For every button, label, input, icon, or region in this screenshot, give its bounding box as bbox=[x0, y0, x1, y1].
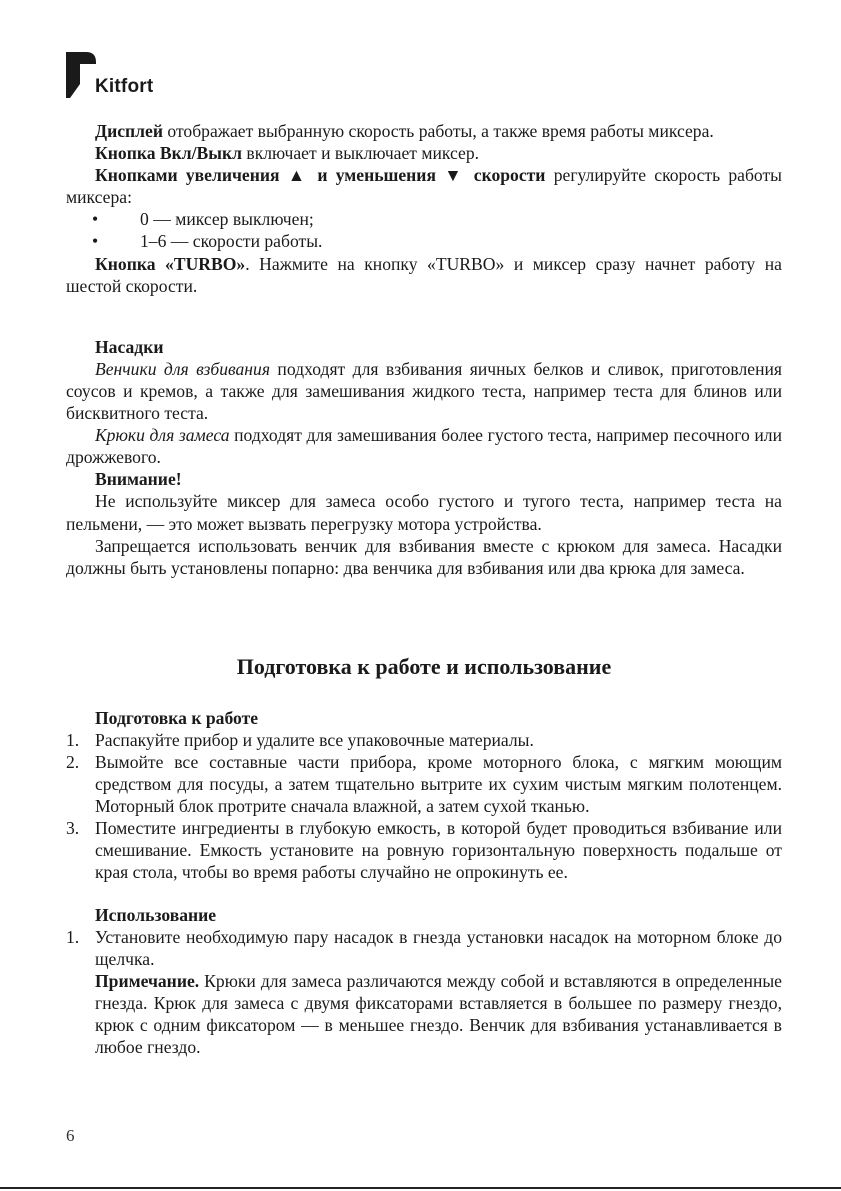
attachments-heading: Насадки bbox=[95, 336, 164, 357]
turbo-term: Кнопка «TURBO» bbox=[95, 253, 246, 274]
preparation-steps bbox=[66, 729, 782, 884]
step-number: 3. bbox=[66, 818, 80, 839]
section-title: Подготовка к работе и использование bbox=[236, 653, 612, 679]
list-item bbox=[66, 970, 782, 1058]
warning-paragraph-1: Не используйте миксер для замеса особо густого и тугого теста, например теста на пельмени, — это может вызвать перегрузку мотора устройства. bbox=[66, 491, 782, 534]
list-item bbox=[66, 729, 782, 751]
preparation-heading: Подготовка к работе bbox=[95, 707, 259, 728]
power-button-term: Кнопка Вкл/Выкл bbox=[95, 143, 243, 164]
whisks-text: подходят для взбивания яичных белков и сливок, приготовления соусов и кремов, а также для замешивания жидкого теста, например теста для блинов или бисквитного теста. bbox=[66, 358, 782, 424]
brand-name: Kitfort bbox=[95, 76, 154, 97]
step-text: Вымойте все составные части прибора, кроме моторного блока, с мягким моющим средством для посуды, а затем тщательно вытрите их сухим чистым мягким полотенцем. Моторный блок протрите сначала влажной, а затем сухой тканью. bbox=[95, 751, 782, 817]
list-item bbox=[66, 817, 782, 883]
hooks-paragraph bbox=[66, 424, 782, 468]
list-item bbox=[66, 208, 782, 230]
step-number: 1. bbox=[66, 729, 80, 750]
warning-paragraph-2: Запрещается использовать венчик для взбивания вместе с крюком для замеса. Насадки должны быть установлены попарно: два венчика для взбивания или два крюка для замеса. bbox=[66, 535, 782, 578]
display-text: отображает выбранную скорость работы, а также время работы миксера. bbox=[163, 121, 714, 141]
turbo-paragraph bbox=[66, 253, 782, 297]
speed-item-text: 0 — миксер выключен; bbox=[140, 209, 314, 230]
step-text: Поместите ингредиенты в глубокую емкость, в которой будет проводиться взбивание или смешивание. Емкость установите на ровную горизонтальную поверхность подальше от края стола, чтобы во время работы случайно не опрокинуть ее. bbox=[95, 818, 782, 883]
usage-heading: Использование bbox=[95, 904, 217, 925]
speed-item-text: 1–6 — скорости работы. bbox=[140, 231, 323, 252]
kitfort-logo-icon bbox=[66, 52, 98, 100]
bullet: • bbox=[92, 209, 99, 230]
whisks-paragraph bbox=[66, 358, 782, 424]
step-text: Распакуйте прибор и удалите все упаковочные материалы. bbox=[95, 729, 534, 750]
page-number: 6 bbox=[66, 1126, 75, 1145]
display-paragraph bbox=[66, 120, 782, 142]
step-number: 2. bbox=[66, 751, 80, 772]
bottom-rule bbox=[0, 1187, 841, 1189]
hooks-term: Крюки для замеса bbox=[95, 425, 230, 446]
whisks-term: Венчики для взбивания bbox=[95, 358, 271, 379]
brand-logo bbox=[66, 52, 176, 102]
warning-heading: Внимание! bbox=[95, 469, 182, 490]
speed-buttons-paragraph bbox=[66, 164, 782, 208]
speed-list bbox=[66, 208, 782, 252]
display-term: Дисплей bbox=[95, 121, 164, 141]
list-item bbox=[66, 230, 782, 252]
usage-steps bbox=[66, 926, 782, 1059]
power-button-text: включает и выключает миксер. bbox=[242, 143, 480, 164]
list-item bbox=[66, 751, 782, 817]
step-text: Установите необходимую пару насадок в гнезда установки насадок на моторном блоке до щелчка. bbox=[95, 926, 782, 969]
list-item bbox=[66, 926, 782, 970]
speed-buttons-term: Кнопками увеличения ▲ и уменьшения ▼ скорости bbox=[95, 165, 546, 186]
speed-buttons-text: регулируйте скорость работы миксера: bbox=[66, 165, 782, 208]
turbo-text: . Нажмите на кнопку «TURBO» и миксер сразу начнет работу на шестой скорости. bbox=[66, 253, 782, 296]
page-body bbox=[66, 120, 782, 1058]
power-button-paragraph bbox=[66, 142, 782, 164]
note-term: Примечание. bbox=[95, 970, 200, 991]
bullet: • bbox=[92, 231, 99, 252]
note-text: Крюки для замеса различаются между собой и вставляются в определенные гнезда. Крюк для замеса с двумя фиксаторами вставляется в большее по размеру гнездо, крюк с одним фиксатором — в меньшее гнездо. Венчик для взбивания устанавливается в любое гнездо. bbox=[95, 970, 782, 1058]
step-number: 1. bbox=[66, 926, 80, 947]
hooks-text: подходят для замешивания более густого теста, например песочного или дрожжевого. bbox=[66, 425, 782, 468]
